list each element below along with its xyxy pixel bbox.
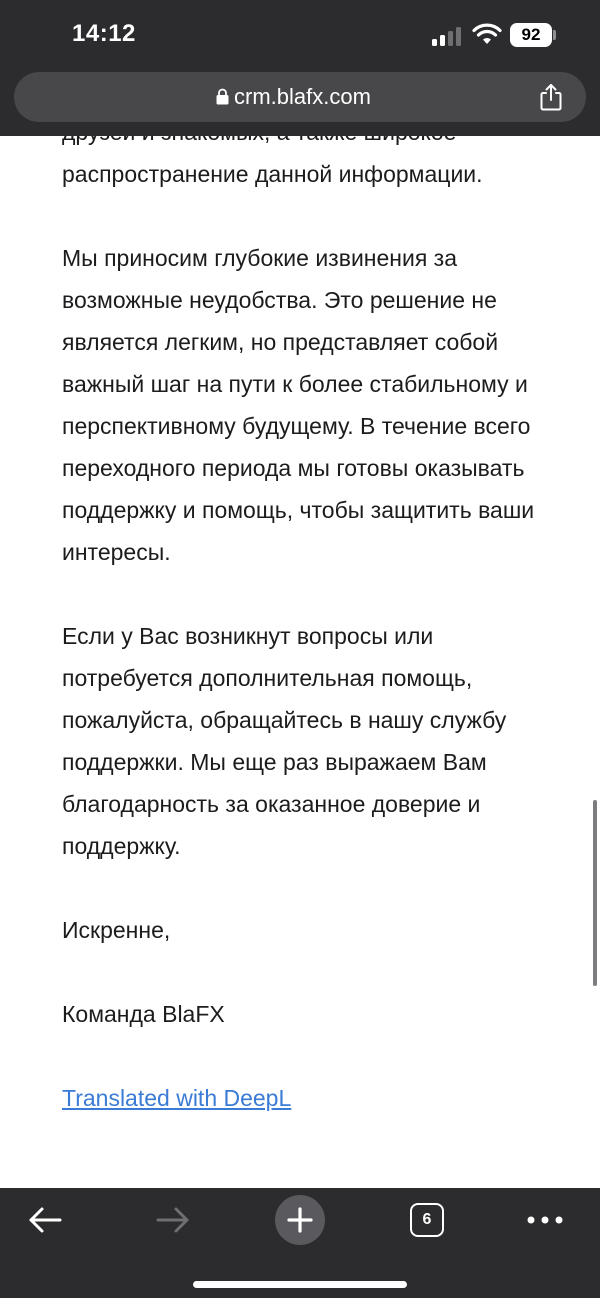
battery-icon [510, 23, 552, 47]
lock-icon [216, 88, 229, 105]
bottom-toolbar [0, 1188, 600, 1298]
status-bar [0, 0, 600, 66]
arrow-right-icon[interactable] [154, 1204, 192, 1236]
deepl-translation-link[interactable]: Translated with DeepL [62, 1085, 292, 1111]
signal-icon [432, 26, 464, 46]
paragraph-2: Мы приносим глубокие извинения за возможные неудобства. Это решение не является легким, но представляет собой важный шаг на пути к более стабильному и перспективному будущему. В течение всего переходного периода мы готовы оказывать поддержку и помощь, чтобы защитить ваши интересы. [62, 245, 535, 565]
tab-switcher-button[interactable] [410, 1203, 444, 1237]
paragraph-3: Если у Вас возникнут вопросы или потребуется дополнительная помощь, пожалуйста, обращайтесь в нашу службу поддержки. Мы еще раз выражаем Вам благодарность за оказанное доверие и поддержку. [62, 623, 507, 859]
plus-icon [287, 1207, 313, 1233]
ellipsis-icon[interactable] [526, 1212, 564, 1228]
paragraph-1: распространение данной информации. [62, 161, 483, 187]
new-tab-button[interactable] [275, 1195, 325, 1245]
arrow-left-icon[interactable] [26, 1204, 64, 1236]
signature-text: Команда BlaFX [62, 1001, 225, 1027]
closing-text: Искренне, [62, 917, 171, 943]
url-text[interactable]: crm.blafx.com [234, 84, 371, 109]
battery-tip [553, 30, 556, 40]
wifi-icon [472, 24, 502, 46]
home-indicator[interactable] [193, 1281, 407, 1288]
scroll-indicator[interactable] [593, 800, 597, 986]
email-body [62, 111, 562, 1119]
browser-top-chrome [0, 0, 600, 136]
status-time: 14:12 [72, 20, 136, 47]
page-content [0, 136, 600, 1188]
tab-count: 6 [422, 1211, 432, 1228]
address-bar[interactable] [14, 72, 586, 122]
battery-level: 92 [521, 25, 541, 44]
share-icon[interactable] [538, 83, 564, 111]
